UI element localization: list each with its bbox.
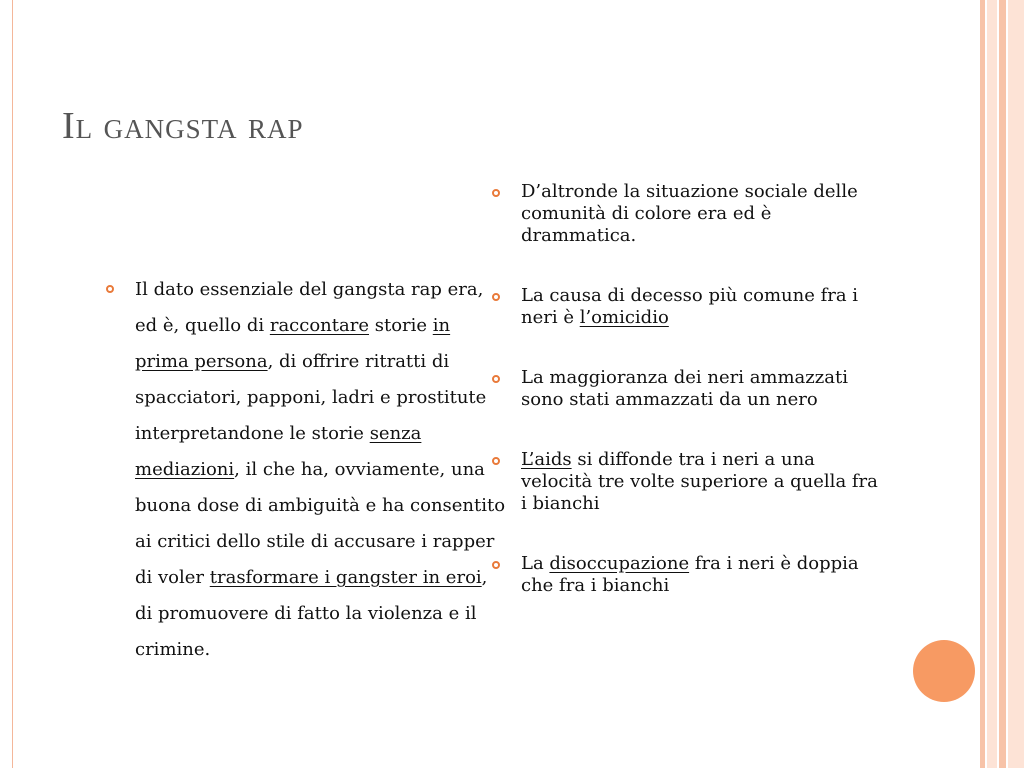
underlined-text: L’aids (521, 449, 572, 470)
bullet-text: fra i neri è doppia che fra i bianchi (521, 553, 859, 596)
right-decorative-stripe (999, 0, 1006, 768)
bullet-text: , il che ha, ovviamente, una buona dose di ambiguità e ha consentito ai critici dello stile di accusare i rapper di voler (135, 459, 506, 588)
bullet-text: La (521, 553, 550, 574)
bullet-text: si diffonde tra i neri a una velocità tre volte superiore a quella fra i bianchi (521, 449, 878, 514)
right-decorative-stripe (987, 0, 997, 768)
underlined-text: in prima persona (135, 315, 451, 372)
underlined-text: disoccupazione (549, 553, 690, 574)
bullet-item (492, 553, 882, 597)
bullet-icon (492, 561, 500, 569)
underlined-text: trasformare i gangster in eroi (209, 567, 482, 588)
left-bullet-list (106, 272, 506, 668)
bullet-text: Il dato essenziale del gangsta rap era, ed è, quello di (135, 279, 484, 336)
bullet-text: , di promuovere di fatto la violenza e il crimine. (135, 567, 488, 660)
underlined-text: senza mediazioni (135, 423, 422, 480)
left-frame-line (12, 0, 13, 768)
bullet-item (106, 272, 506, 668)
bullet-item (492, 285, 882, 329)
bullet-text: storie (369, 315, 433, 336)
bullet-item (492, 449, 882, 515)
bullet-icon (492, 189, 500, 197)
bullet-icon (492, 375, 500, 383)
bullet-icon (106, 285, 114, 293)
bullet-text: La causa di decesso più comune fra i neri è (521, 285, 859, 328)
underlined-text: l’omicidio (579, 307, 669, 328)
bullet-text: D’altronde la situazione sociale delle comunità di colore era ed è drammatica. (521, 181, 858, 246)
slide-title: Il gangsta rap (62, 105, 304, 147)
underlined-text: raccontare (269, 315, 369, 336)
right-decorative-stripe (1008, 0, 1024, 768)
decorative-circle (913, 640, 975, 702)
bullet-icon (492, 457, 500, 465)
right-bullet-list (492, 181, 882, 635)
right-decorative-stripe (980, 0, 985, 768)
bullet-item (492, 181, 882, 247)
bullet-text: , di offrire ritratti di spacciatori, papponi, ladri e prostitute interpretandone le storie (135, 351, 487, 444)
bullet-text: La maggioranza dei neri ammazzati sono stati ammazzati da un nero (521, 367, 848, 410)
bullet-icon (492, 293, 500, 301)
bullet-item (492, 367, 882, 411)
